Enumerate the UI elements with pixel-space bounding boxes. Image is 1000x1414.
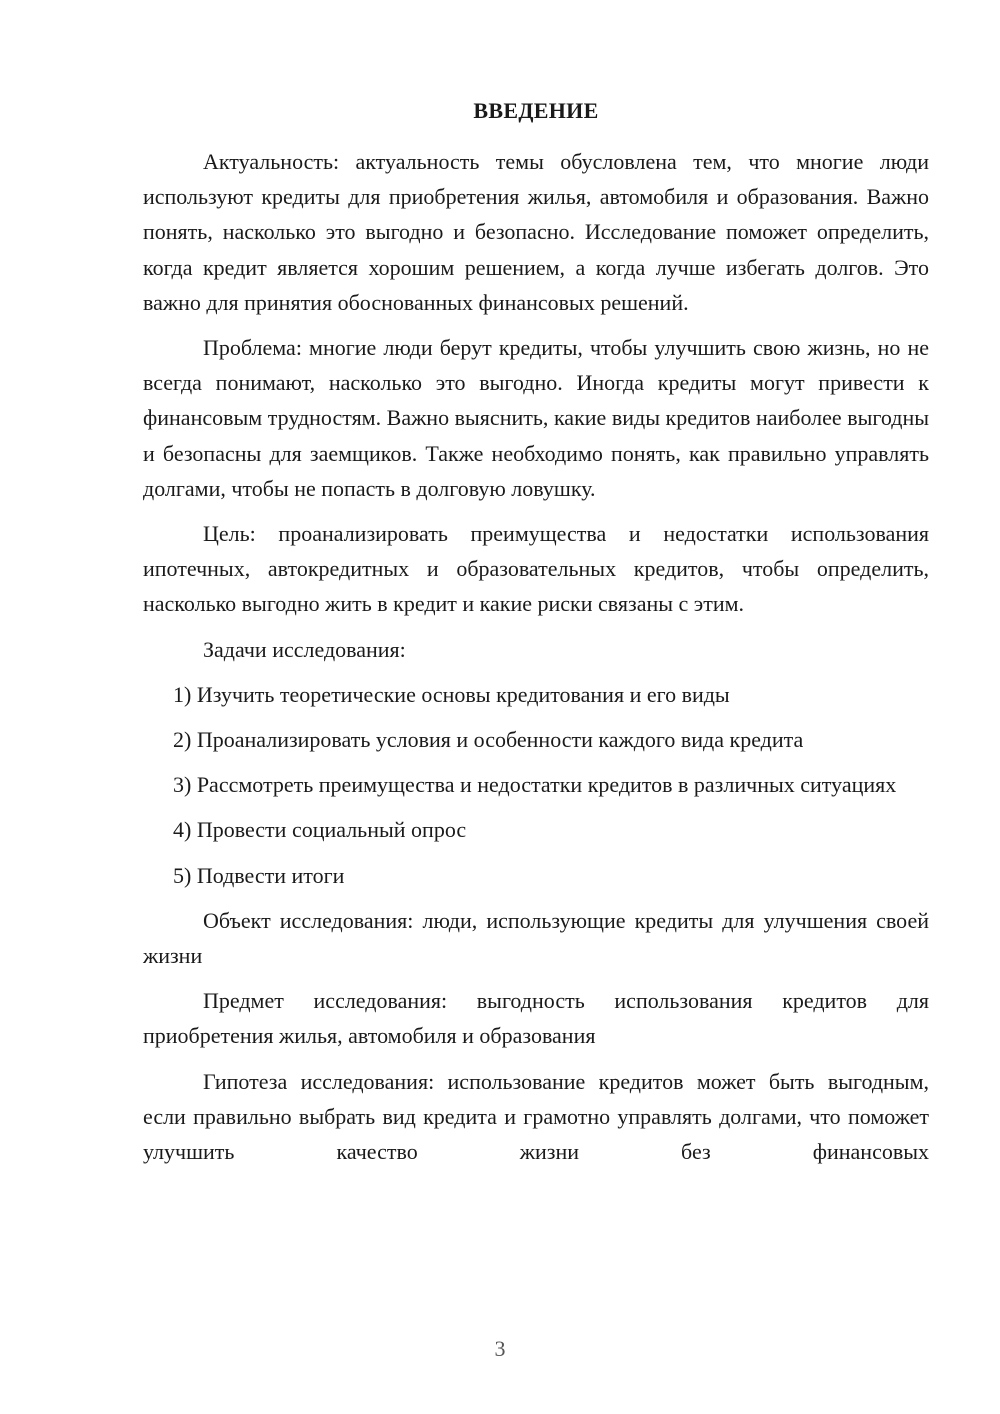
task-item-2: 2) Проанализировать условия и особенности каждого вида кредита xyxy=(173,727,804,753)
object-paragraph: Объект исследования: люди, использующие кредиты для улучшения своей жизни xyxy=(143,907,929,969)
section-title: ВВЕДЕНИЕ xyxy=(473,98,599,123)
task-item-4: 4) Провести социальный опрос xyxy=(173,817,467,843)
relevance-paragraph: Актуальность: актуальность темы обусловлена тем, что многие люди используют кредиты для приобретения жилья, автомобиля и образования. Важно понять, насколько это выгодно и безопасно. Исследование поможет определить, когда кредит является хорошим решением, а когда лучше избегать долгов. Это важно для принятия обоснованных финансовых решений. xyxy=(143,149,929,315)
hypothesis-paragraph: Гипотеза исследования: использование кредитов может быть выгодным, если правильно выбрать вид кредита и грамотно управлять долгами, что поможет улучшить качество жизни без финансовых xyxy=(143,1068,929,1165)
task-item-5: 5) Подвести итоги xyxy=(173,862,345,888)
document-page xyxy=(143,96,929,1179)
problem-paragraph: Проблема: многие люди берут кредиты, чтобы улучшить свою жизнь, но не всегда понимают, насколько это выгодно. Иногда кредиты могут привести к финансовым трудностям. Важно выяснить, какие виды кредитов наиболее выгодны и безопасны для заемщиков. Также необходимо понять, как правильно управлять долгами, чтобы не попасть в долговую ловушку. xyxy=(143,335,929,501)
subject-paragraph: Предмет исследования: выгодность использования кредитов для приобретения жилья, автомобиля и образования xyxy=(143,988,929,1049)
tasks-label: Задачи исследования: xyxy=(203,636,406,662)
page-number: 3 xyxy=(494,1336,506,1361)
task-item-3: 3) Рассмотреть преимущества и недостатки кредитов в различных ситуациях xyxy=(173,772,897,798)
task-item-1: 1) Изучить теоретические основы кредитования и его виды xyxy=(173,681,730,707)
goal-paragraph: Цель: проанализировать преимущества и недостатки использования ипотечных, автокредитных и образовательных кредитов, чтобы определить, насколько выгодно жить в кредит и какие риски связаны с этим. xyxy=(143,521,929,617)
